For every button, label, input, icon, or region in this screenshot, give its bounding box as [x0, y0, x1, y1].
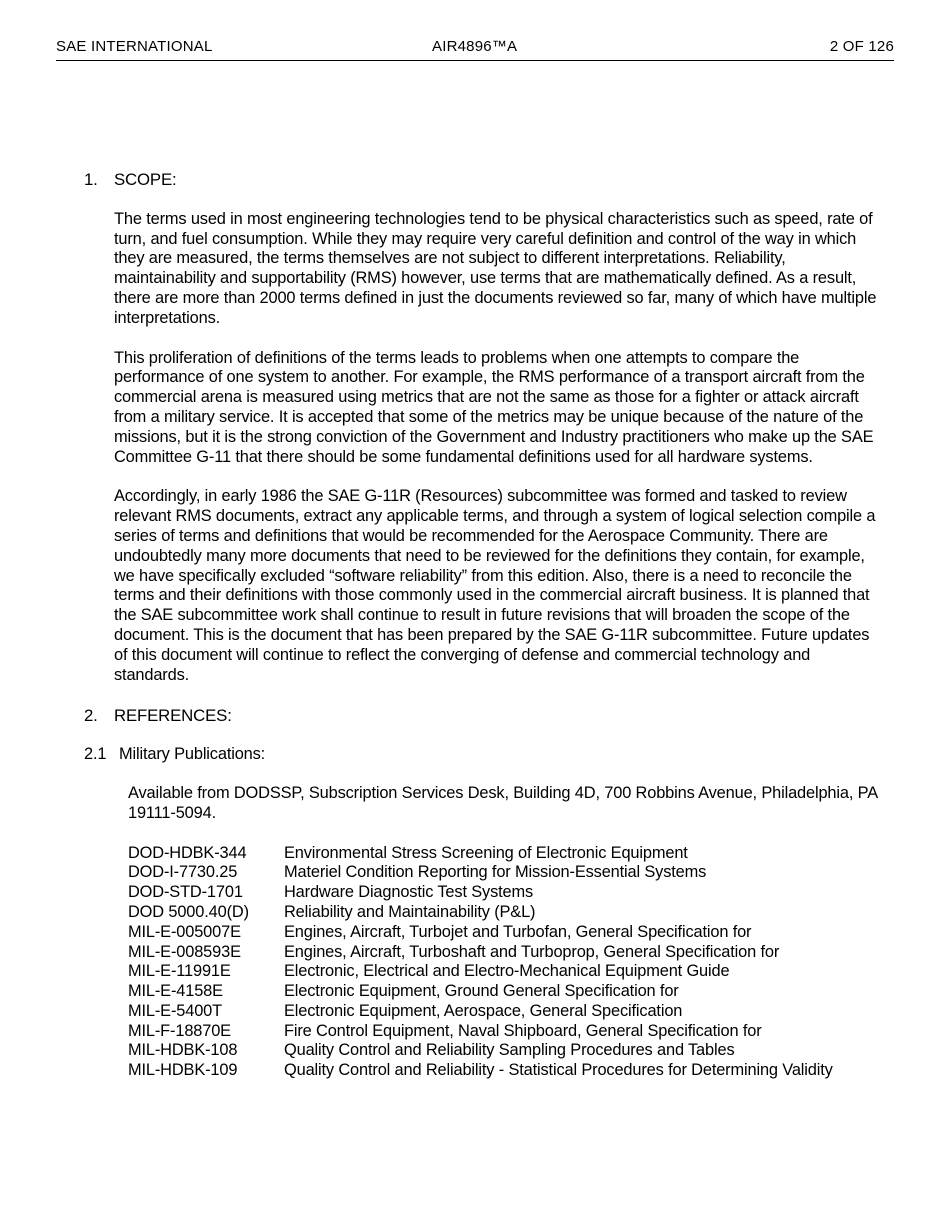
reference-code: DOD-HDBK-344: [128, 843, 247, 862]
availability-note: Available from DODSSP, Subscription Services Desk, Building 4D, 700 Robbins Avenue, Philadelphia, PA 19111-5094.: [128, 783, 878, 822]
reference-code: DOD-STD-1701: [128, 883, 243, 902]
reference-title: Electronic, Electrical and Electro-Mechanical Equipment Guide: [284, 962, 730, 981]
reference-item: [128, 943, 884, 963]
scope-paragraph: This proliferation of definitions of the terms leads to problems when one attempts to compare the performance of one system to another. For example, the RMS performance of a transport aircraft from the commercial arena is measured using metrics that are not the same as those for a fighter or attack aircraft from a military service. It is accepted that some of the metrics may be unique because of the nature of the missions, but it is the strong conviction of the Government and Industry practitioners who make up the SAE Committee G-11 that there should be some fundamental definitions used for all hardware systems.: [114, 348, 874, 466]
reference-item: [128, 863, 884, 883]
reference-title: Engines, Aircraft, Turbojet and Turbofan, General Specification for: [284, 922, 752, 941]
reference-title: Electronic Equipment, Ground General Specification for: [284, 982, 679, 1001]
scope-paragraph: Accordingly, in early 1986 the SAE G-11R (Resources) subcommittee was formed and tasked to review relevant RMS documents, extract any applicable terms, and through a system of logical selection compile a series of terms and definitions that would be recommended for the Aerospace Community. There are undoubtedly many more documents that need to be reviewed for the definitions they contain, for example, we have specifically excluded “software reliability” from this edition. Also, there is a need to reconcile the terms and their definitions with those commonly used in the commercial aircraft business. It is planned that the SAE subcommittee work shall continue to result in future revisions that will broaden the scope of the document. This is the document that has been prepared by the SAE G-11R subcommittee. Future updates of this document will continue to reflect the converging of defense and commercial technology and standards.: [114, 487, 876, 684]
reference-code: MIL-E-5400T: [128, 1001, 222, 1020]
scope-paragraph: The terms used in most engineering technologies tend to be physical characteristics such as speed, rate of turn, and fuel consumption. While they may require very careful definition and control of the way in which they are measured, the terms themselves are not subject to different interpretations. Reliability, maintainability and supportability (RMS) however, use terms that are mathematically defined. As a result, there are more than 2000 terms defined in just the documents reviewed so far, many of which have multiple interpretations.: [114, 209, 877, 327]
references-section-title: REFERENCES:: [114, 706, 232, 726]
reference-code: MIL-HDBK-109: [128, 1061, 238, 1080]
scope-section-number: 1.: [84, 170, 98, 189]
reference-title: Quality Control and Reliability Sampling Procedures and Tables: [284, 1041, 735, 1060]
header-document-id: AIR4896™A: [432, 38, 518, 55]
reference-code: MIL-E-005007E: [128, 922, 241, 941]
reference-title: Hardware Diagnostic Test Systems: [284, 883, 534, 902]
reference-list: [128, 844, 884, 1082]
reference-item: [128, 923, 884, 943]
reference-title: Materiel Condition Reporting for Mission-Essential Systems: [284, 863, 707, 882]
references-heading: [84, 706, 884, 726]
reference-code: MIL-HDBK-108: [128, 1041, 238, 1060]
subsection-number: 2.1: [84, 745, 107, 764]
reference-item: [128, 1022, 884, 1042]
reference-title: Electronic Equipment, Aerospace, General Specification: [284, 1001, 683, 1020]
reference-title: Engines, Aircraft, Turboshaft and Turboprop, General Specification for: [284, 942, 780, 961]
military-publications-heading: [84, 745, 884, 765]
reference-code: MIL-E-4158E: [128, 982, 223, 1001]
reference-title: Environmental Stress Screening of Electronic Equipment: [284, 843, 688, 862]
reference-title: Fire Control Equipment, Naval Shipboard, General Specification for: [284, 1021, 762, 1040]
reference-item: [128, 844, 884, 864]
reference-code: DOD-I-7730.25: [128, 863, 238, 882]
reference-item: [128, 1041, 884, 1061]
header-organization: SAE INTERNATIONAL: [56, 38, 213, 55]
reference-code: MIL-E-11991E: [128, 962, 231, 981]
reference-item: [128, 962, 884, 982]
reference-item: [128, 1061, 884, 1081]
reference-code: DOD 5000.40(D): [128, 902, 249, 921]
reference-code: MIL-E-008593E: [128, 942, 241, 961]
reference-item: [128, 903, 884, 923]
reference-title: Quality Control and Reliability - Statistical Procedures for Determining Validity: [284, 1061, 833, 1080]
reference-item: [128, 1002, 884, 1022]
reference-code: MIL-F-18870E: [128, 1021, 231, 1040]
page-content: [84, 170, 884, 1081]
reference-item: [128, 982, 884, 1002]
references-section-number: 2.: [84, 706, 98, 726]
reference-item: [128, 883, 884, 903]
header-page-number: 2 OF 126: [829, 38, 894, 55]
scope-heading: [84, 170, 884, 190]
subsection-title: Military Publications:: [119, 745, 266, 764]
page-header: [56, 38, 894, 61]
scope-section-title: SCOPE:: [114, 170, 177, 189]
reference-title: Reliability and Maintainability (P&L): [284, 902, 536, 921]
